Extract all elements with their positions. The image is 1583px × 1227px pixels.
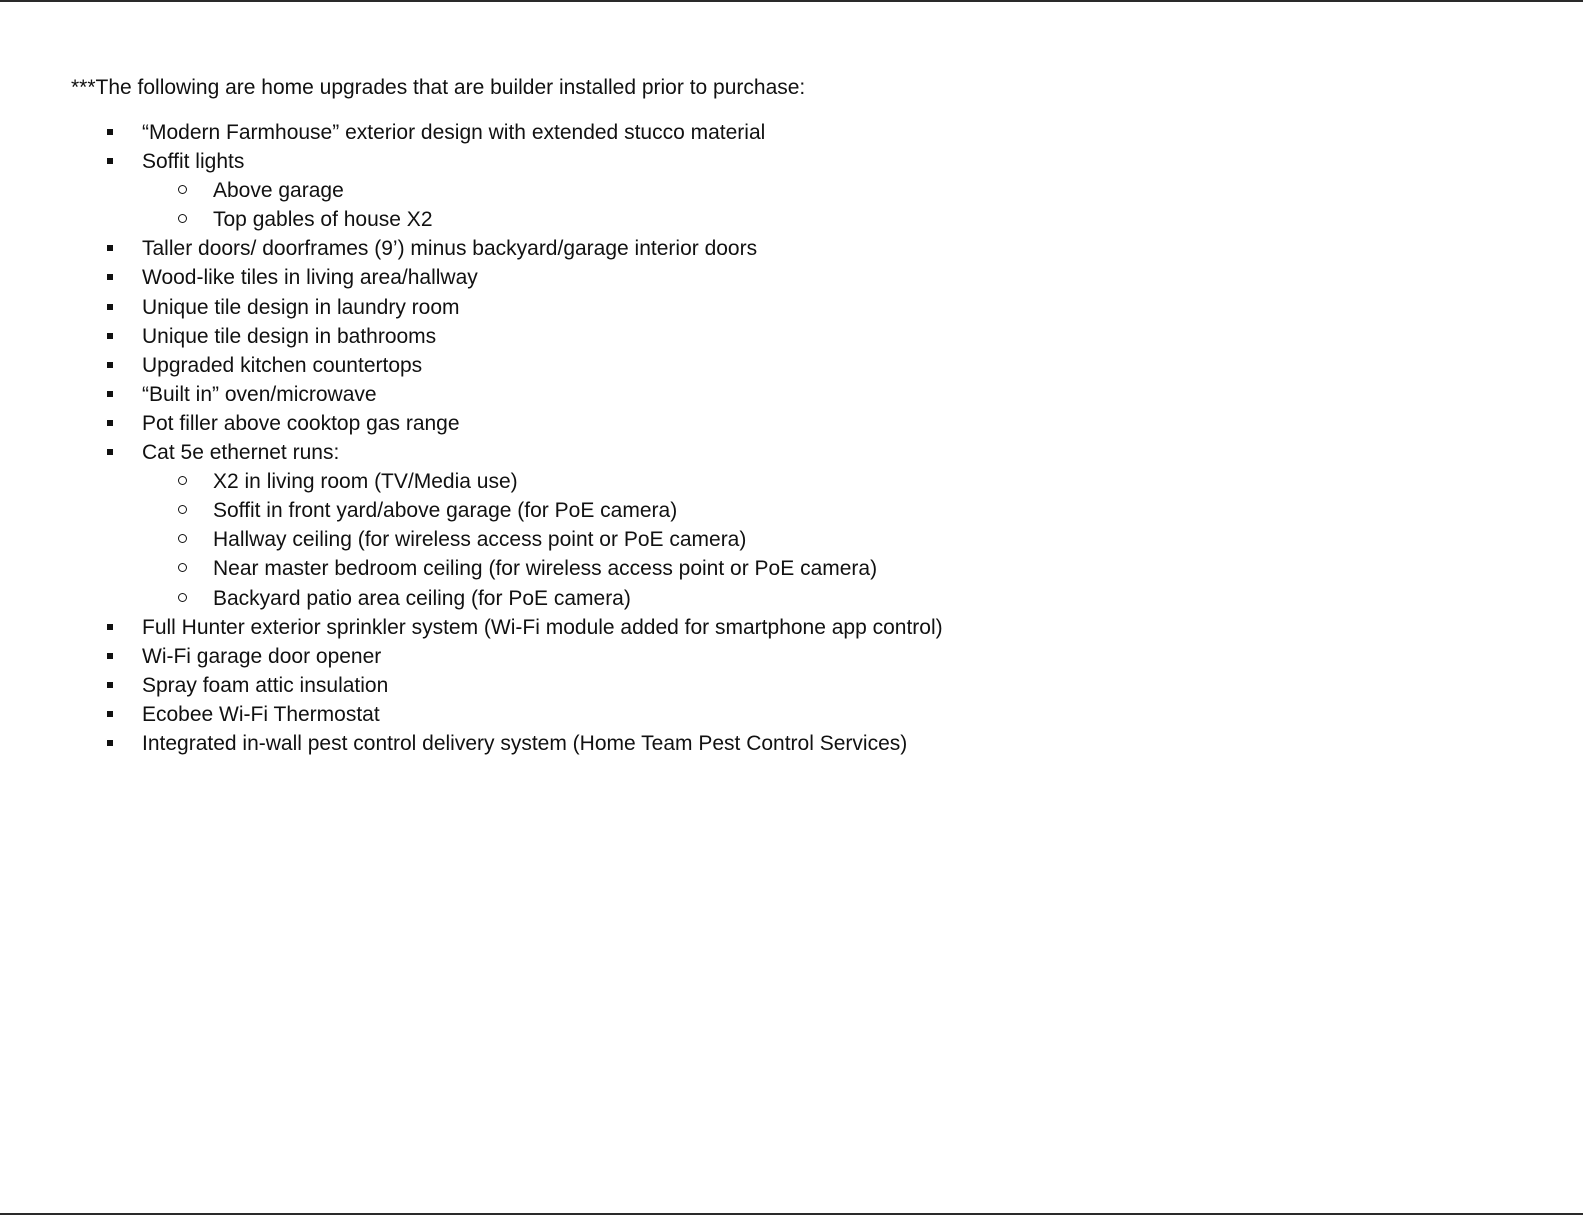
list-item-text: Taller doors/ doorframes (9’) minus backyard/garage interior doors xyxy=(142,237,758,261)
list-item-text: Soffit lights xyxy=(142,150,245,174)
square-bullet-icon xyxy=(107,449,113,455)
list-item-text: Upgraded kitchen countertops xyxy=(142,353,423,377)
square-bullet-icon xyxy=(107,129,113,135)
list-item-text: Wi-Fi garage door opener xyxy=(142,644,382,668)
list-item-text: “Built in” oven/microwave xyxy=(142,382,377,406)
square-bullet-icon xyxy=(107,711,113,717)
list-item-text: Wood-like tiles in living area/hallway xyxy=(142,266,478,290)
intro-text: ***The following are home upgrades that are builder installed prior to purchase: xyxy=(71,76,806,99)
hollow-circle-bullet-icon xyxy=(178,214,187,223)
list-item-text: Pot filler above cooktop gas range xyxy=(142,411,460,435)
square-bullet-icon xyxy=(107,624,113,630)
square-bullet-icon xyxy=(107,420,113,426)
hollow-circle-bullet-icon xyxy=(178,593,187,602)
list-item-text: Unique tile design in laundry room xyxy=(142,295,460,319)
hollow-circle-bullet-icon xyxy=(178,476,187,485)
list-item-text: Near master bedroom ceiling (for wireless access point or PoE camera) xyxy=(213,557,878,581)
square-bullet-icon xyxy=(107,682,113,688)
square-bullet-icon xyxy=(107,740,113,746)
hollow-circle-bullet-icon xyxy=(178,534,187,543)
list-item-text: Ecobee Wi-Fi Thermostat xyxy=(142,702,380,726)
list-item-text: Soffit in front yard/above garage (for PoE camera) xyxy=(213,499,678,523)
list-item-text: Integrated in-wall pest control delivery system (Home Team Pest Control Services) xyxy=(142,731,908,755)
list-item-text: Top gables of house X2 xyxy=(213,208,433,232)
hollow-circle-bullet-icon xyxy=(178,563,187,572)
hollow-circle-bullet-icon xyxy=(178,185,187,194)
list-item-text: Backyard patio area ceiling (for PoE camera) xyxy=(213,586,631,610)
hollow-circle-bullet-icon xyxy=(178,505,187,514)
square-bullet-icon xyxy=(107,304,113,310)
square-bullet-icon xyxy=(107,653,113,659)
square-bullet-icon xyxy=(107,274,113,280)
list-item-text: Spray foam attic insulation xyxy=(142,673,389,697)
list-item-text: Cat 5e ethernet runs: xyxy=(142,441,340,465)
list-item-text: “Modern Farmhouse” exterior design with extended stucco material xyxy=(142,121,766,144)
bottom-rule xyxy=(0,1213,1583,1215)
list-item-text: X2 in living room (TV/Media use) xyxy=(213,470,518,494)
square-bullet-icon xyxy=(107,158,113,164)
list-item-text: Unique tile design in bathrooms xyxy=(142,324,437,348)
list-item-text: Full Hunter exterior sprinkler system (Wi-Fi module added for smartphone app control) xyxy=(142,615,943,639)
top-rule xyxy=(0,0,1583,2)
square-bullet-icon xyxy=(107,362,113,368)
square-bullet-icon xyxy=(107,245,113,251)
square-bullet-icon xyxy=(107,391,113,397)
square-bullet-icon xyxy=(107,333,113,339)
list-item-text: Above garage xyxy=(213,179,344,203)
list-item-text: Hallway ceiling (for wireless access point or PoE camera) xyxy=(213,528,747,552)
